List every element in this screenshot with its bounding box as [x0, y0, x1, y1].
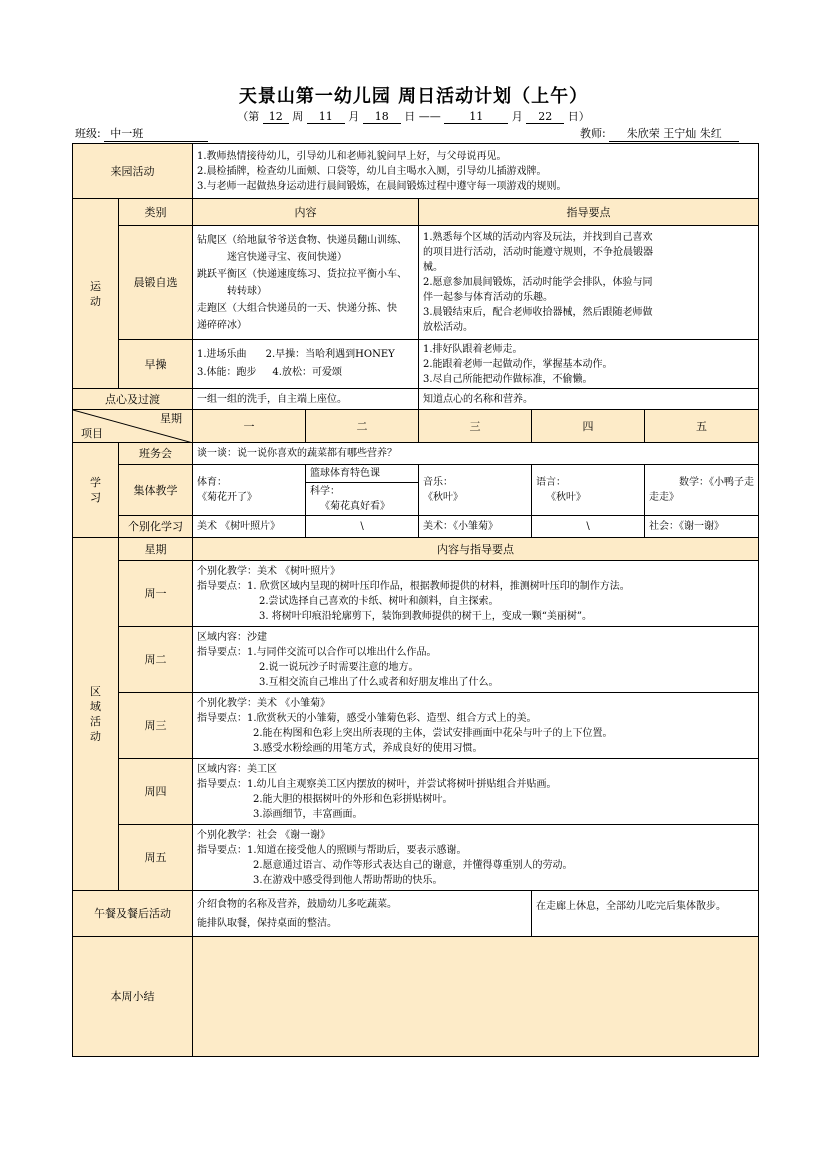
- morning-content: [193, 226, 419, 340]
- week-number: 12: [263, 110, 289, 124]
- teacher-value: 朱欣荣 王宁灿 朱红: [609, 125, 739, 142]
- area-label: [73, 538, 119, 891]
- area-line: 2.愿意通过语言、动作等形式表达自己的谢意，并懂得尊重别人的劳动。: [253, 859, 573, 871]
- morning-guide-line: 3.晨锻结束后，配合老师收拾器械，然后跟随老师做: [423, 307, 653, 318]
- exercise-row: [73, 340, 759, 389]
- morning-content-line: 递碎碎冰）: [197, 319, 247, 331]
- area-line: 2.尝试选择自己喜欢的卡纸、树叶和颜料，自主探索。: [259, 595, 499, 607]
- area-day-content: [193, 759, 759, 825]
- arrival-line: 2.晨检插牌，检查幼儿面颊、口袋等，幼儿自主喝水入厕，引导幼儿插游戏牌。: [197, 165, 547, 177]
- exercise-label: 早操: [119, 340, 193, 389]
- individual-thu: \: [532, 516, 645, 538]
- individual-tue: \: [306, 516, 419, 538]
- start-month-unit: 月: [348, 110, 360, 123]
- group-thu: [532, 465, 645, 516]
- exercise-guide-line: 3.尽自己所能把动作做标准，不偷懒。: [423, 373, 593, 385]
- area-line: 区域内容：美工区: [197, 763, 277, 775]
- area-day-label: 周四: [119, 759, 193, 825]
- area-day-content: [193, 825, 759, 891]
- snack-guide: 知道点心的名称和营养。: [419, 389, 759, 410]
- morning-guide-line: 放松活动。: [423, 322, 473, 333]
- study-label: [73, 443, 119, 538]
- group-wed-line: 音乐：: [423, 477, 453, 488]
- group-fri-line: 数学：《小鸭子走: [679, 477, 755, 488]
- class-meeting-content: 谈一谈：说一说你喜欢的蔬菜都有哪些营养？: [193, 443, 759, 465]
- group-wed: [419, 465, 532, 516]
- morning-content-line: 转转球）: [227, 285, 267, 297]
- group-teaching-row: [73, 465, 759, 516]
- lunch-content-line: 能排队取餐，保持桌面的整洁。: [197, 917, 337, 929]
- date-range: [0, 108, 827, 124]
- lunch-row: [73, 891, 759, 937]
- arrival-row: [73, 144, 759, 199]
- start-month: 11: [307, 110, 345, 124]
- area-line: 指导要点：1.与同伴交流可以合作可以堆出什么作品。: [197, 646, 437, 658]
- individual-learning-row: [73, 516, 759, 538]
- group-tue-bottom: [306, 483, 418, 515]
- lunch-content-line: 介绍食物的名称及营养，鼓励幼儿多吃蔬菜。: [197, 898, 397, 910]
- sport-col-type: 类别: [119, 199, 193, 226]
- area-line: 3. 将树叶印痕沿轮廓剪下，装饰到教师提供的树干上，变成一颗“美丽树”。: [259, 610, 592, 622]
- exercise-guide-line: 2.能跟着老师一起做动作，掌握基本动作。: [423, 358, 613, 370]
- area-day-label: 周二: [119, 627, 193, 693]
- area-day-content: [193, 693, 759, 759]
- area-day-content: [193, 561, 759, 627]
- morning-content-line: 走跑区（大组合快递员的一天、快递分拣、快: [197, 302, 397, 314]
- morning-guide: [419, 226, 759, 340]
- end-day: 22: [526, 110, 564, 124]
- summary-content[interactable]: [193, 937, 759, 1057]
- class-info: [75, 125, 208, 142]
- area-line: 个别化教学：美术 《树叶照片》: [197, 565, 341, 577]
- area-day-row: [73, 759, 759, 825]
- lunch-content: [193, 891, 532, 937]
- area-day-row: [73, 561, 759, 627]
- individual-wed: 美术：《小雏菊》: [419, 516, 532, 538]
- area-line: 指导要点：1.幼儿自主观察美工区内摆放的树叶，并尝试将树叶拼贴组合并贴画。: [197, 778, 557, 790]
- area-day-label: 周五: [119, 825, 193, 891]
- area-day-content: [193, 627, 759, 693]
- class-meeting-row: [73, 443, 759, 465]
- morning-content-line: 钻爬区（给地鼠爷爷送食物、快递员翻山训练、: [197, 234, 407, 246]
- group-mon-line: 《菊花开了》: [197, 492, 257, 503]
- area-day-row: [73, 825, 759, 891]
- end-day-unit: 日）: [567, 110, 590, 123]
- teacher-info: [580, 125, 739, 142]
- start-day-unit: 日 ——: [404, 110, 441, 123]
- morning-guide-line: 伴一起参与体育活动的乐趣。: [423, 292, 553, 303]
- day-thu: 四: [532, 410, 645, 443]
- snack-row: [73, 389, 759, 410]
- day-wed: 三: [419, 410, 532, 443]
- area-col-content: 内容与指导要点: [193, 538, 759, 561]
- lunch-label: 午餐及餐后活动: [73, 891, 193, 937]
- area-header-row: [73, 538, 759, 561]
- group-tue-top: 篮球体育特色课: [306, 465, 418, 483]
- morning-label: 晨锻自选: [119, 226, 193, 340]
- area-day-label: 周一: [119, 561, 193, 627]
- sport-label-text: 运 动: [90, 279, 101, 308]
- plan-table: [72, 143, 759, 1057]
- area-line: 指导要点：1.知道在接受他人的照顾与帮助后，要表示感谢。: [197, 844, 467, 856]
- area-line: 个别化教学：美术 《小雏菊》: [197, 697, 331, 709]
- snack-content: 一组一组的洗手，自主端上座位。: [193, 389, 419, 410]
- morning-guide-line: 的项目进行活动，活动时能遵守规则，不争抢晨锻器: [423, 247, 653, 258]
- summary-row: [73, 937, 759, 1057]
- group-fri-line: 走走》: [649, 492, 679, 503]
- class-value: 中一班: [104, 125, 208, 142]
- area-line: 区域内容：沙建: [197, 631, 267, 643]
- exercise-content-line: 3.体能：跑步 4.放松：可爱颂: [197, 367, 342, 378]
- group-tue-line: 科学：: [310, 486, 340, 497]
- area-day-row: [73, 693, 759, 759]
- area-line: 2.能在构图和色彩上突出所表现的主体，尝试安排画面中花朵与叶子的上下位置。: [253, 727, 613, 739]
- morning-guide-line: 1.熟悉每个区域的活动内容及玩法，并找到自己喜欢: [423, 232, 653, 243]
- area-day-label: 周三: [119, 693, 193, 759]
- area-line: 指导要点：1.欣赏秋天的小雏菊，感受小雏菊色彩、造型、组合方式上的美。: [197, 712, 537, 724]
- area-day-row: [73, 627, 759, 693]
- area-col-week: 星期: [119, 538, 193, 561]
- week-unit: 周: [292, 110, 304, 123]
- area-line: 3.添画细节，丰富画面。: [253, 808, 363, 820]
- summary-label: 本周小结: [73, 937, 193, 1057]
- day-mon: 一: [193, 410, 306, 443]
- area-label-text: 区 域 活 动: [90, 685, 101, 743]
- morning-guide-line: 2.愿意参加晨间锻炼，活动时能学会排队，体验与同: [423, 277, 653, 288]
- sport-label: [73, 199, 119, 389]
- arrival-line: 1.教师热情接待幼儿，引导幼儿和老师礼貌问早上好，与父母说再见。: [197, 150, 507, 162]
- exercise-content: [193, 340, 419, 389]
- group-teaching-label: 集体教学: [119, 465, 193, 516]
- sport-col-guide: 指导要点: [419, 199, 759, 226]
- morning-exercise-row: [73, 226, 759, 340]
- group-thu-line: 《秋叶》: [546, 492, 586, 503]
- area-line: 3.在游戏中感受得到他人帮助帮助的快乐。: [253, 874, 443, 886]
- start-day: 18: [363, 110, 401, 124]
- area-line: 3.感受水粉绘画的用笔方式，养成良好的使用习惯。: [253, 742, 483, 754]
- study-label-text: 学 习: [90, 476, 101, 504]
- arrival-label: 来园活动: [73, 144, 193, 199]
- page-title: 天景山第一幼儿园 周日活动计划（上午）: [238, 86, 589, 107]
- sport-header-row: [73, 199, 759, 226]
- individual-mon: 美术 《树叶照片》: [193, 516, 306, 538]
- exercise-guide-line: 1.排好队跟着老师走。: [423, 343, 523, 355]
- week-project-header: [73, 410, 193, 443]
- class-meeting-label: 班务会: [119, 443, 193, 465]
- group-tue: [306, 465, 419, 516]
- area-line: 个别化教学：社会 《谢一谢》: [197, 829, 331, 841]
- group-thu-line: 语言：: [536, 477, 566, 488]
- week-header-bottom: 项目: [81, 427, 103, 440]
- end-month: 11: [444, 110, 508, 124]
- arrival-content: [193, 144, 759, 199]
- group-tue-line: 《菊花真好看》: [320, 501, 390, 512]
- end-month-unit: 月: [511, 110, 523, 123]
- week-header-row: [73, 410, 759, 443]
- area-line: 2.能大胆的根据树叶的外形和色彩拼贴树叶。: [253, 793, 453, 805]
- day-tue: 二: [306, 410, 419, 443]
- area-line: 3.互相交流自己堆出了什么或者和好朋友堆出了什么。: [259, 676, 499, 688]
- teacher-label: 教师:: [580, 127, 606, 140]
- arrival-line: 3.与老师一起做热身运动进行晨间锻炼，在晨间锻炼过程中遵守每一项游戏的规则。: [197, 180, 567, 192]
- area-line: 2.说一说玩沙子时需要注意的地方。: [259, 661, 419, 673]
- morning-content-line: 迷宫快递寻宝、夜间快递）: [227, 251, 347, 263]
- area-line: 指导要点：1. 欣赏区域内呈现的树叶压印作品，根据教师提供的材料，推测树叶压印的制作方法。: [197, 580, 630, 592]
- group-wed-line: 《秋叶》: [423, 492, 463, 503]
- group-mon-line: 体育：: [197, 477, 227, 488]
- group-mon: [193, 465, 306, 516]
- individual-learning-label: 个别化学习: [119, 516, 193, 538]
- individual-fri: 社会：《谢一谢》: [645, 516, 759, 538]
- group-fri: [645, 465, 759, 516]
- sport-col-content: 内容: [193, 199, 419, 226]
- day-fri: 五: [645, 410, 759, 443]
- week-header-top: 星期: [160, 412, 182, 425]
- exercise-guide: [419, 340, 759, 389]
- morning-guide-line: 械。: [423, 262, 443, 273]
- morning-content-line: 跳跃平衡区（快递速度练习、货拉拉平衡小车、: [197, 268, 407, 280]
- lunch-guide: 在走廊上休息，全部幼儿吃完后集体散步。: [532, 891, 759, 937]
- snack-label: 点心及过渡: [73, 389, 193, 410]
- class-label: 班级:: [75, 127, 101, 140]
- date-open: （第: [237, 110, 260, 123]
- exercise-content-line: 1.进场乐曲 2.早操：当哈利遇到HONEY: [197, 349, 395, 360]
